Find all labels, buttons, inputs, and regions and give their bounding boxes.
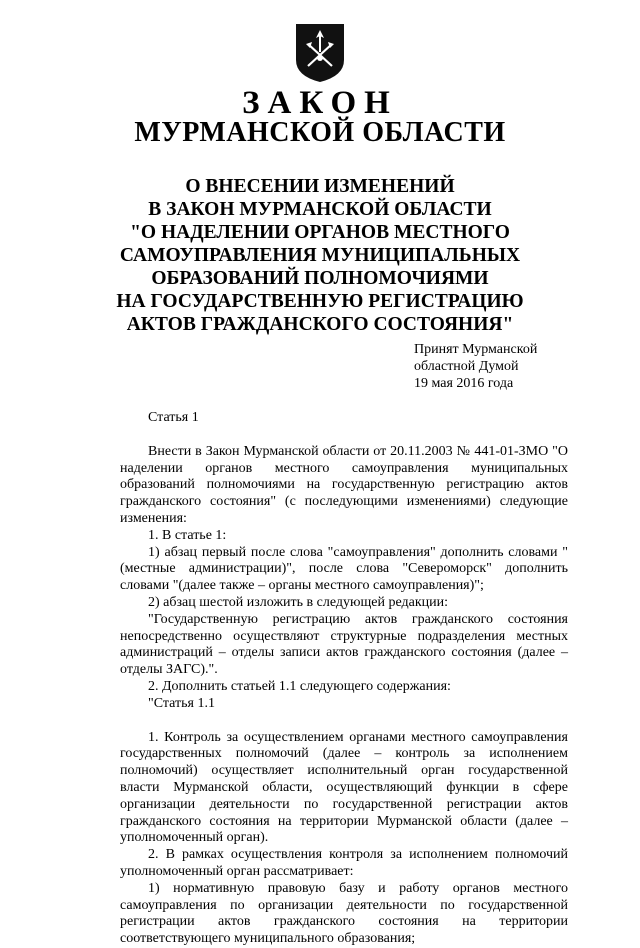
intro-paragraph: Внести в Закон Мурманской области от 20.11.2003 № 441-01-ЗМО "О наделении органов местного самоуправления муниципальных образований полномочиями на государственную регистрацию актов гражданского состояния" (с последующими изменениями) следующие изменения:	[120, 443, 568, 526]
law-body	[120, 410, 568, 948]
article-1-1-paragraph-1: 1. Контроль за осуществлением органами местного самоуправления государственных полномочий (далее – контроль за исполнением полномочий) осуществляет исполнительный орган государственной власти Мурманской области, осуществляющий функции в сфере организации деятельности по государственной регистрации актов гражданского состояния на территории Мурманской области (далее – уполномоченный орган).	[120, 729, 568, 846]
article-1-1-heading: "Статья 1.1	[148, 695, 215, 711]
item-2: 2. Дополнить статьей 1.1 следующего содержания:	[148, 678, 451, 694]
item-1: 1. В статье 1:	[148, 527, 227, 543]
article-1-1-paragraph-2: 2. В рамках осуществления контроля за исполнением полномочий уполномоченный орган рассматривает:	[120, 847, 568, 879]
item-1-subitem-2: 2) абзац шестой изложить в следующей редакции:	[148, 594, 448, 610]
subtitle-line: О ВНЕСЕНИИ ИЗМЕНЕНИЙ	[185, 176, 455, 197]
article-1-1-subitem-1: 1) нормативную правовую базу и работу органов местного самоуправления по организации деятельности по государственной регистрации актов гражданского состояния на территории соответствующего муниципального образования;	[120, 880, 568, 947]
adoption-date: 19 мая 2016 года	[414, 376, 514, 391]
region-title: МУРМАНСКОЙ ОБЛАСТИ	[134, 117, 506, 148]
law-subtitle	[0, 175, 640, 336]
item-1-quote: "Государственную регистрацию актов гражданского состояния непосредственно осуществляют структурные подразделения местных администраций – отделы записи актов гражданского состояния (далее – отделы ЗАГС).".	[120, 611, 568, 678]
subtitle-line: ОБРАЗОВАНИЙ ПОЛНОМОЧИЯМИ	[151, 268, 489, 289]
subtitle-line: САМОУПРАВЛЕНИЯ МУНИЦИПАЛЬНЫХ	[119, 245, 521, 266]
subtitle-line: В ЗАКОН МУРМАНСКОЙ ОБЛАСТИ	[148, 199, 492, 220]
coat-of-arms-icon	[294, 22, 346, 84]
subtitle-line: АКТОВ ГРАЖДАНСКОГО СОСТОЯНИЯ"	[126, 314, 514, 335]
adoption-line: Принят Мурманской	[414, 342, 538, 357]
adoption-line: областной Думой	[414, 359, 519, 374]
subtitle-line: "О НАДЕЛЕНИИ ОРГАНОВ МЕСТНОГО	[130, 222, 510, 243]
subtitle-line: НА ГОСУДАРСТВЕННУЮ РЕГИСТРАЦИЮ	[116, 291, 524, 312]
item-1-subitem-1: 1) абзац первый после слова "самоуправления" дополнить словами "(местные администрации)", после слова "Североморск" дополнить словами "(далее также – органы местного самоуправления)";	[120, 544, 568, 594]
adoption-note	[414, 341, 537, 392]
article-1-heading: Статья 1	[148, 410, 199, 425]
law-title: ЗАКОН	[242, 85, 398, 121]
